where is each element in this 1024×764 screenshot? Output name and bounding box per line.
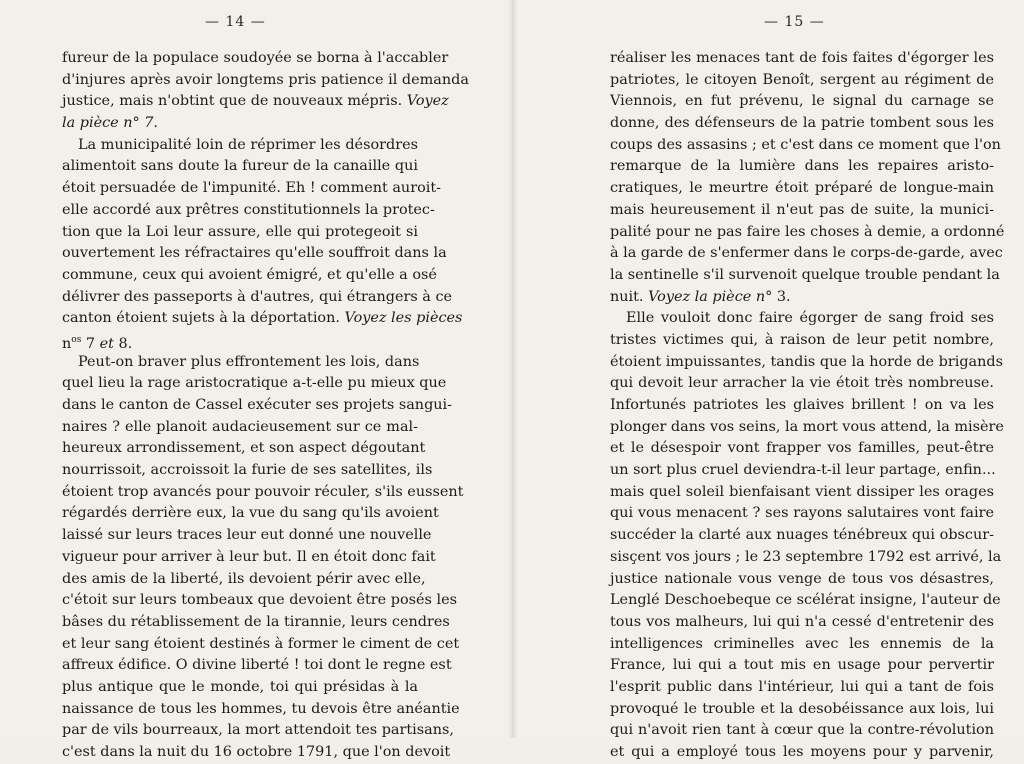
line-text: un sort plus cruel deviendra-t-il leur partage, enfin... xyxy=(610,462,996,479)
line-text: qui n'avoit rien tant à cœur que la contre-révolution xyxy=(610,722,994,739)
line-text: Elle vouloit donc faire égorger de sang froid ses xyxy=(626,310,994,327)
line-text: d'injures après avoir longtems pris patience il demanda xyxy=(62,71,469,88)
text-line xyxy=(610,373,994,395)
line-text: sisçent vos jours ; le 23 septembre 1792 est arrivé, la xyxy=(610,548,1002,565)
text-line xyxy=(62,417,418,439)
italic-reference: Voyez xyxy=(406,93,449,110)
text-line xyxy=(62,113,418,135)
text-line xyxy=(610,482,994,504)
line-text: canton étoient sujets à la déportation. xyxy=(62,310,340,327)
text-line xyxy=(62,438,426,460)
text-line xyxy=(610,352,1003,374)
text-line xyxy=(610,547,1002,569)
line-text: nourrissoit, accroissoit la furie de ses satellites, ils xyxy=(62,462,433,479)
line-text: affreux édifice. O divine liberté ! toi dont le regne est xyxy=(62,657,452,674)
italic-reference: et xyxy=(99,335,114,352)
line-text-tail: 3. xyxy=(772,288,791,305)
text-line xyxy=(62,265,437,287)
line-text: étoient trop avancés pour pouvoir réculer, s'ils eussent xyxy=(62,483,464,500)
text-line xyxy=(62,373,447,395)
text-line xyxy=(610,91,994,113)
line-text: fureur de la populace soudoyée se borna à l'accabler xyxy=(62,50,449,66)
text-line xyxy=(62,178,441,200)
line-text: Lenglé Deschoebeque ce scélérat insigne, l'auteur de xyxy=(610,592,1001,609)
text-line xyxy=(62,243,447,265)
text-line xyxy=(610,742,994,764)
line-text: heureux arrondissement, et son aspect dégoutant xyxy=(62,440,426,457)
right-page xyxy=(518,0,1024,760)
text-line xyxy=(610,395,994,417)
line-text-after: 7 xyxy=(81,335,96,352)
text-line xyxy=(610,460,994,482)
line-text: plus antique que le monde, toi qui présidas à la xyxy=(62,678,418,695)
text-line xyxy=(62,352,418,374)
text-line xyxy=(62,482,464,504)
text-line xyxy=(62,677,418,699)
line-text: l'esprit public dans l'intérieur, lui qui a tant de fois xyxy=(610,678,994,695)
left-page-text xyxy=(62,48,469,764)
line-text: c'est dans la nuit du 16 octobre 1791, que l'on devoit xyxy=(62,744,451,760)
line-text: La municipalité loin de réprimer les désordres xyxy=(78,136,418,153)
line-text: la sentinelle s'il survenoit quelque trouble pendant la xyxy=(610,266,1000,283)
page-number-left: — 14 — xyxy=(205,14,266,30)
left-page xyxy=(0,0,508,760)
text-line xyxy=(610,135,1001,157)
line-text: mais heureusement il n'eut pas de suite, la munici- xyxy=(610,201,994,218)
line-text: quel lieu la rage aristocratique a-t-elle pu mieux que xyxy=(62,375,447,392)
text-line xyxy=(610,503,994,525)
italic-reference: Voyez la pièce n° xyxy=(648,288,773,305)
text-line xyxy=(610,178,994,200)
text-line xyxy=(610,287,994,309)
line-text: régardés derrière eux, la vue du sang qu'ils avoient xyxy=(62,505,439,522)
text-line xyxy=(62,48,449,70)
line-text: patriotes, le citoyen Benoît, sergent au régiment de xyxy=(610,71,994,88)
text-line xyxy=(610,612,994,634)
text-line xyxy=(610,308,994,330)
line-text: des amis de la liberté, ils devoient périr avec elle, xyxy=(62,570,426,587)
text-line xyxy=(610,243,1003,265)
line-text: Infortunés patriotes les glaives brillent ! on va les xyxy=(610,397,994,413)
text-line xyxy=(62,699,460,721)
line-text: laissé sur leurs traces leur eut donné une nouvelle xyxy=(62,527,432,544)
line-text: réaliser les menaces tant de fois faites d'égorger les xyxy=(610,50,994,66)
text-line xyxy=(610,438,994,460)
text-line xyxy=(610,677,994,699)
text-line xyxy=(62,634,460,656)
line-text: étoient impuissantes, tandis que la horde de brigands xyxy=(610,353,1003,370)
text-line xyxy=(62,525,432,547)
line-text: vigueur pour arriver à leur but. Il en étoit donc fait xyxy=(62,548,436,565)
text-line xyxy=(62,612,450,634)
line-text: tion que la Loi leur assure, elle qui protegeoit si xyxy=(62,223,418,240)
text-line xyxy=(62,460,433,482)
line-text: plonger dans vos seins, la mort vous attend, la misère xyxy=(610,418,1004,435)
line-text: étoit persuadée de l'impunité. Eh ! comment auroit- xyxy=(62,180,441,197)
text-line xyxy=(610,265,1000,287)
text-line xyxy=(62,91,449,113)
text-line xyxy=(62,569,426,591)
line-text: Peut-on braver plus effrontement les lois, dans xyxy=(78,353,420,370)
text-line xyxy=(62,135,418,157)
text-line xyxy=(62,720,454,742)
line-text: France, lui qui a tout mis en usage pour pervertir xyxy=(610,657,994,674)
line-text: dans le canton de Cassel exécuter ses projets sangui- xyxy=(62,397,453,413)
text-line xyxy=(62,308,463,330)
line-text: et leur sang étoient destinés à former le ciment de cet xyxy=(62,635,460,652)
line-text: intelligences criminelles avec les ennemis de la xyxy=(610,635,994,652)
line-text: remarque de la lumière dans les repaires aristo- xyxy=(610,158,994,175)
text-line xyxy=(610,525,994,547)
line-text: donne, des défenseurs de la patrie tombent sous les xyxy=(610,115,994,132)
line-text: provoqué le trouble et la desobéissance aux lois, lui xyxy=(610,700,994,717)
text-line xyxy=(610,655,994,677)
line-text: cratiques, le meurtre étoit préparé de longue-main xyxy=(610,180,994,197)
text-line xyxy=(610,699,994,721)
line-text: justice nationale vous venge de tous vos désastres, xyxy=(610,570,994,587)
text-line xyxy=(62,70,469,92)
line-text: commune, ceux qui avoient émigré, et qu'elle a osé xyxy=(62,266,437,283)
text-line xyxy=(610,330,994,352)
text-line xyxy=(62,395,453,417)
line-text: tristes victimes qui, à raison de leur petit nombre, xyxy=(610,331,994,348)
text-line xyxy=(610,569,994,591)
text-line xyxy=(610,634,994,656)
line-text: alimentoit sans doute la fureur de la canaille qui xyxy=(62,158,418,175)
text-line xyxy=(610,48,994,70)
text-line xyxy=(62,287,453,309)
line-text: qui vous menacent ? ses rayons salutaires vont faire xyxy=(610,505,994,522)
text-line xyxy=(62,200,435,222)
text-line xyxy=(610,156,994,178)
text-line xyxy=(62,590,457,612)
line-text: qui devoit leur arracher la vie étoit très nombreuse. xyxy=(610,375,994,392)
line-text: Viennois, en fut prévenu, le signal du carnage se xyxy=(610,93,994,110)
text-line xyxy=(610,113,994,135)
line-text: mais quel soleil bienfaisant vient dissiper les orages xyxy=(610,483,994,500)
line-text: et qui a employé tous les moyens pour y parvenir, xyxy=(610,744,994,760)
page-number-right: — 15 — xyxy=(764,14,825,30)
text-line xyxy=(610,222,1005,244)
text-line xyxy=(62,503,439,525)
line-text: c'étoit sur leurs tombeaux que devoient être posés les xyxy=(62,592,457,609)
line-text: ouvertement les réfractaires qu'elle souffroit dans la xyxy=(62,245,447,262)
text-line xyxy=(610,590,1001,612)
text-line xyxy=(62,655,452,677)
line-text: naissance de tous les hommes, tu devois être anéantie xyxy=(62,700,460,717)
book-gutter xyxy=(508,0,518,738)
line-text: coups des assasins ; et c'est dans ce moment que l'on xyxy=(610,136,1001,153)
line-text: n xyxy=(62,335,72,352)
text-line xyxy=(62,547,436,569)
line-text: justice, mais n'obtint que de nouveaux mépris. xyxy=(62,93,403,110)
line-text: par de vils bourreaux, la mort attendoit tes partisans, xyxy=(62,722,454,739)
text-line xyxy=(610,70,994,92)
line-text: naires ? elle planoit audacieusement sur ce mal- xyxy=(62,418,418,435)
line-text: palité pour ne pas faire les choses à demie, a ordonné xyxy=(610,223,1005,240)
line-text-tail: 8. xyxy=(113,335,133,352)
line-text: à la garde de s'enfermer dans le corps-de-garde, avec xyxy=(610,245,1003,262)
text-line xyxy=(610,720,994,742)
text-line xyxy=(610,200,994,222)
italic-reference: la pièce n° 7. xyxy=(62,115,159,132)
line-text: tous vos malheurs, lui qui n'a cessé d'entretenir des xyxy=(610,613,994,630)
line-text: nuit. xyxy=(610,288,644,305)
italic-reference: Voyez les pièces xyxy=(344,310,463,327)
line-text: bâses du rétablissement de la tirannie, leurs cendres xyxy=(62,613,450,630)
text-line xyxy=(62,330,418,352)
line-text: et le désespoir vont frapper vos familles, peut-être xyxy=(610,440,994,457)
right-page-text xyxy=(610,48,1005,764)
superscript: os xyxy=(71,334,82,345)
text-line xyxy=(62,742,451,764)
line-text: succéder la clarté aux nuages ténébreux qui obscur- xyxy=(610,527,994,544)
text-line xyxy=(62,222,418,244)
text-line xyxy=(610,417,1004,439)
line-text: délivrer des passeports à d'autres, qui étrangers à ce xyxy=(62,288,453,305)
text-line xyxy=(62,156,418,178)
line-text: elle accordé aux prêtres constitutionnels la protec- xyxy=(62,201,435,218)
